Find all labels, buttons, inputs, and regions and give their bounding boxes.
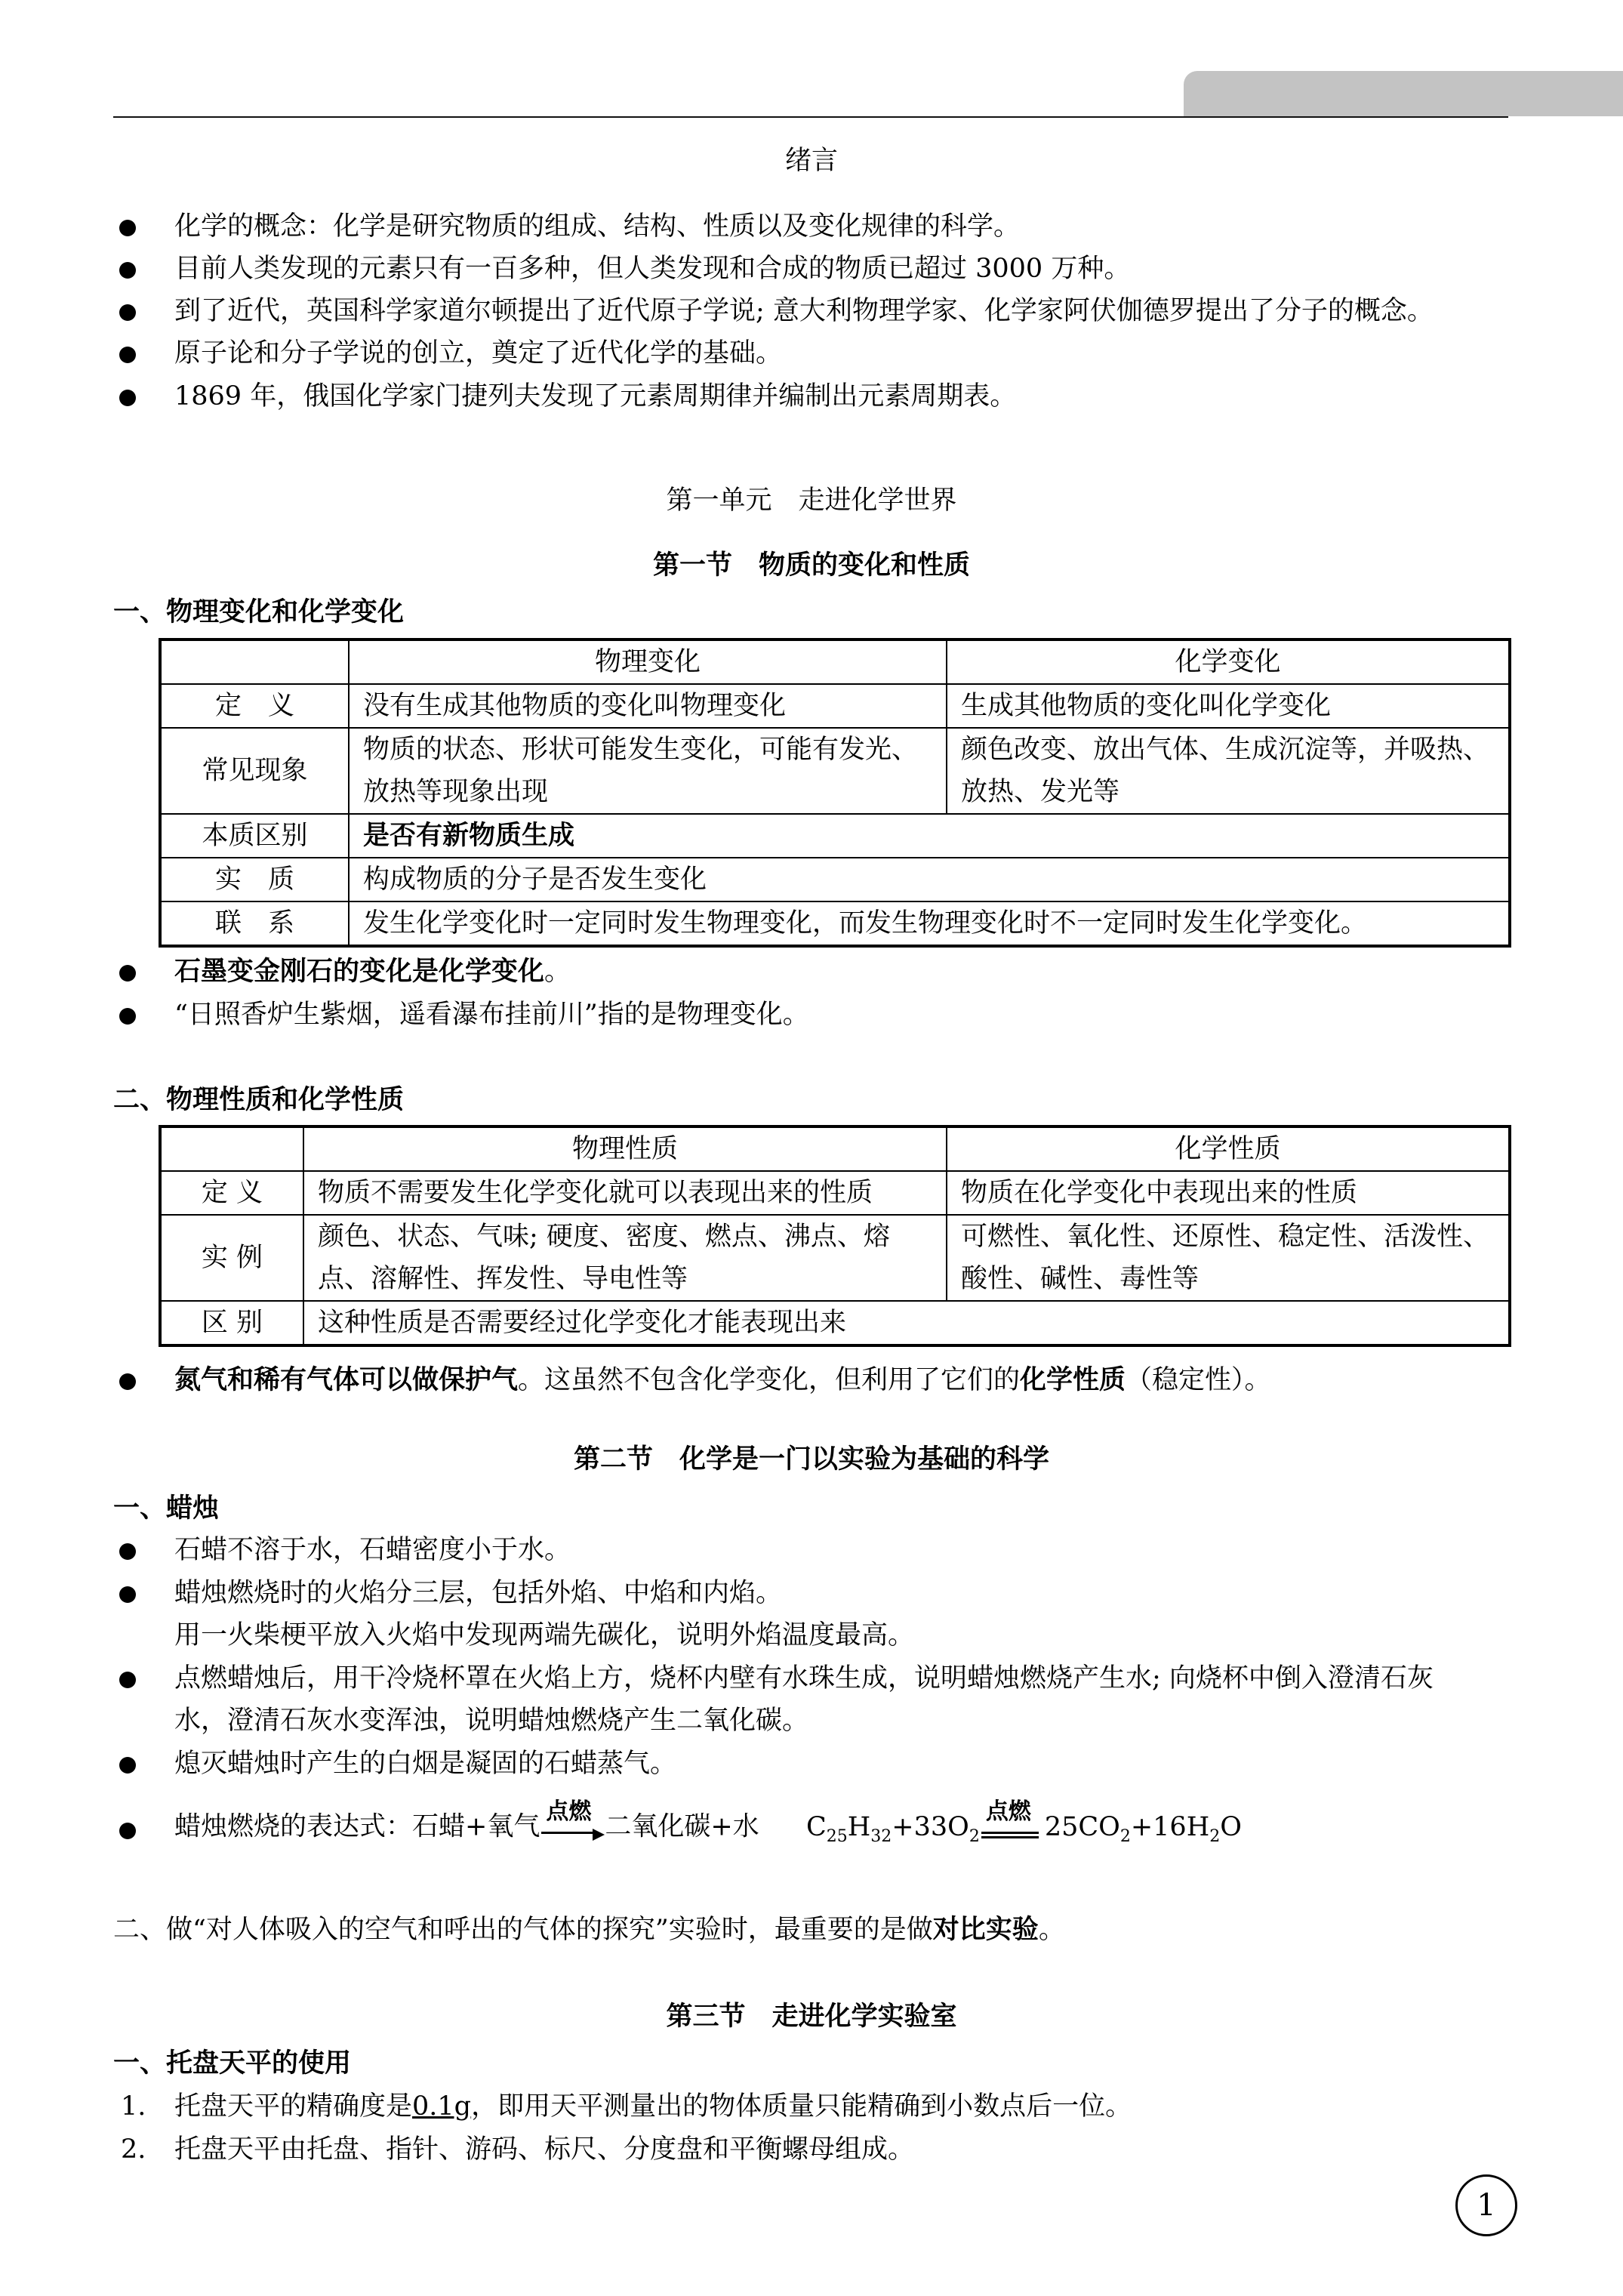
table-cell: 可燃性、氧化性、还原性、稳定性、活泼性、酸性、碱性、毒性等 (947, 1215, 1510, 1301)
list-item: 托盘天平由托盘、指针、游码、标尺、分度盘和平衡螺母组成。 (174, 2134, 915, 2165)
table-row-label: 实 例 (160, 1215, 303, 1301)
table-cell: 颜色、状态、气味; 硬度、密度、燃点、沸点、熔点、溶解性、挥发性、导电性等 (303, 1215, 947, 1301)
bullet-icon (119, 1672, 136, 1688)
intro-item: 化学的概念：化学是研究物质的组成、结构、性质以及变化规律的科学。 (174, 211, 1021, 242)
intro-item: 到了近代，英国科学家道尔顿提出了近代原子学说; 意大利物理学家、化学家阿伏伽德罗提出了分子的概念。 (174, 296, 1434, 326)
bullet-icon (119, 1757, 136, 1774)
table-row-label: 定 义 (160, 684, 349, 728)
bullet-icon (119, 347, 136, 363)
unit-title: 第一单元 走进化学世界 (666, 485, 957, 516)
table-header: 化学变化 (947, 639, 1510, 684)
bullet-icon (119, 262, 136, 279)
table-cell: 物质不需要发生化学变化就可以表现出来的性质 (303, 1171, 947, 1215)
intro-item: 原子论和分子学说的创立，奠定了近代化学的基础。 (174, 338, 783, 368)
table-cell: 物质在化学变化中表现出来的性质 (947, 1171, 1510, 1215)
table-cell: 没有生成其他物质的变化叫物理变化 (349, 684, 947, 728)
section-heading: 一、蜡烛 (113, 1493, 220, 1524)
experiment-note: 二、做“对人体吸入的空气和呼出的气体的探究”实验时，最重要的是做对比实验。 (113, 1914, 1065, 1945)
section-heading: 一、托盘天平的使用 (113, 2048, 352, 2079)
list-item: 石蜡不溶于水，石蜡密度小于水。 (174, 1535, 571, 1565)
bullet-icon (119, 1008, 136, 1025)
section-title: 第一节 物质的变化和性质 (652, 550, 970, 581)
page-number: 1 (1455, 2174, 1517, 2236)
table-cell: 生成其他物质的变化叫化学变化 (947, 684, 1510, 728)
combustion-equation: 蜡烛燃烧的表达式：石蜡+氧气 点燃 二氧化碳+水 $C_{25}H_{32}+33O_2$ 点燃 $25CO_2+16H_2O$ (174, 1806, 1242, 1850)
intro-item: 目前人类发现的元素只有一百多种，但人类发现和合成的物质已超过 3000 万种。 (174, 254, 1131, 284)
header-rule (113, 116, 1508, 118)
chemical-formula-reactants: $C_{25}H_{32}+33O_2$ (805, 1811, 980, 1846)
reaction-arrow-icon: 点燃 (540, 1806, 605, 1850)
intro-item: 1869 年，俄国化学家门捷列夫发现了元素周期律并编制出元素周期表。 (174, 381, 1017, 411)
table-header: 物理性质 (303, 1126, 947, 1171)
bullet-icon (119, 304, 136, 321)
bullet-icon (119, 1543, 136, 1560)
bullet-icon (119, 390, 136, 406)
table-cell: 这种性质是否需要经过化学变化才能表现出来 (303, 1301, 1510, 1345)
list-item: 水，澄清石灰水变浑浊，说明蜡烛燃烧产生二氧化碳。 (174, 1706, 809, 1736)
bullet-icon (119, 1823, 136, 1839)
list-item: 熄灭蜡烛时产生的白烟是凝固的石蜡蒸气。 (174, 1749, 677, 1779)
section-title: 第二节 化学是一门以实验为基础的科学 (573, 1444, 1049, 1475)
section-heading: 一、物理变化和化学变化 (113, 596, 405, 627)
bullet-icon (119, 965, 136, 982)
section-heading: 二、物理性质和化学性质 (113, 1084, 405, 1115)
table-row-label: 常见现象 (160, 728, 349, 814)
page-title: 绪言 (784, 146, 838, 176)
table-cell: 发生化学变化时一定同时发生物理变化，而发生物理变化时不一定同时发生化学变化。 (349, 901, 1510, 946)
list-item: 托盘天平的精确度是0.1g，即用天平测量出的物体质量只能精确到小数点后一位。 (174, 2091, 1132, 2122)
table-row-label: 本质区别 (160, 814, 349, 858)
bullet-icon (119, 1586, 136, 1603)
table-row-label: 区 别 (160, 1301, 303, 1345)
table-row-label: 定 义 (160, 1171, 303, 1215)
section-title: 第三节 走进化学实验室 (666, 2001, 957, 2032)
list-item: 用一火柴梗平放入火焰中发现两端先碳化，说明外焰温度最高。 (174, 1620, 915, 1650)
table-row-label: 联 系 (160, 901, 349, 946)
list-number: 2. (121, 2134, 146, 2165)
table-cell: 物质的状态、形状可能发生变化，可能有发光、放热等现象出现 (349, 728, 947, 814)
header-tab (1184, 71, 1623, 116)
table-cell: 颜色改变、放出气体、生成沉淀等，并吸热、放热、发光等 (947, 728, 1510, 814)
list-item: 点燃蜡烛后，用干冷烧杯罩在火焰上方，烧杯内壁有水珠生成，说明蜡烛燃烧产生水; 向烧杯中倒入澄清石灰 (174, 1663, 1434, 1693)
physical-chemical-change-table (159, 638, 1511, 948)
table-header: 化学性质 (947, 1126, 1510, 1171)
bullet-icon (119, 1373, 136, 1390)
list-item: 蜡烛燃烧时的火焰分三层，包括外焰、中焰和内焰。 (174, 1578, 783, 1608)
reaction-arrow-icon: 点燃 (980, 1806, 1045, 1850)
bullet-icon (119, 220, 136, 236)
chemical-formula-products: $25CO_2+16H_2O$ (1044, 1811, 1242, 1846)
table-cell: 构成物质的分子是否发生变化 (349, 858, 1510, 901)
table-cell: 是否有新物质生成 (349, 814, 1510, 858)
list-number: 1. (121, 2091, 146, 2122)
note-item: 氮气和稀有气体可以做保护气。这虽然不包含化学变化，但利用了它们的化学性质（稳定性）。 (174, 1364, 1271, 1395)
note-item: 石墨变金刚石的变化是化学变化。 (174, 956, 571, 987)
note-item: “日照香炉生紫烟，遥看瀑布挂前川”指的是物理变化。 (174, 1000, 809, 1030)
table-header: 物理变化 (349, 639, 947, 684)
table-row-label: 实 质 (160, 858, 349, 901)
physical-chemical-property-table (159, 1125, 1511, 1347)
